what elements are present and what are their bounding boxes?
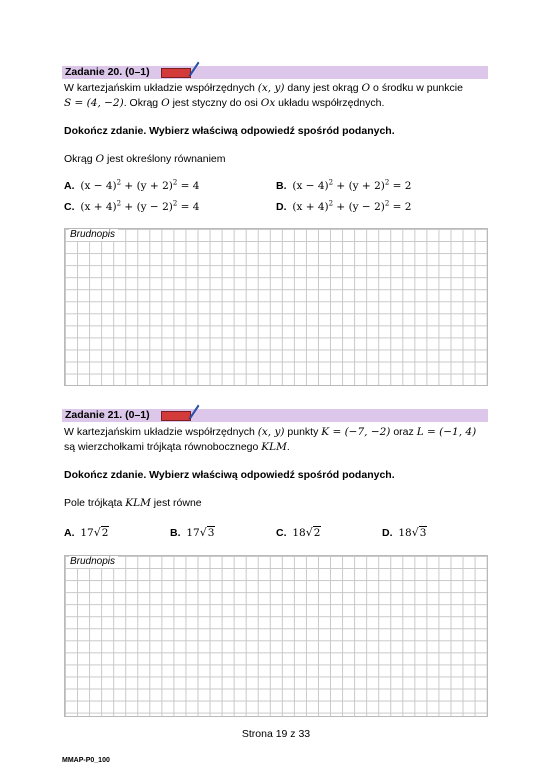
text: o środku w punkcie: [370, 82, 463, 94]
task21-answer-c[interactable]: C. 18√2: [276, 526, 321, 539]
math: Ox: [260, 97, 276, 109]
math: O: [361, 82, 371, 94]
task21-line2: [64, 440, 290, 455]
exp: 2: [116, 199, 122, 208]
exp: 2: [172, 199, 178, 208]
exp: 2: [384, 178, 390, 187]
task20-answer-c[interactable]: [64, 200, 199, 215]
text: Pole trójkąta: [64, 497, 126, 509]
math: K = (−7, −2): [321, 426, 391, 438]
scratch-label: Brudnopis: [69, 556, 118, 568]
text: W kartezjańskim układzie współrzędnych: [64, 426, 258, 438]
math: (x + 4): [292, 201, 329, 213]
coef: 18: [398, 527, 412, 539]
answer-label: A.: [64, 180, 75, 192]
text: jest równe: [150, 497, 202, 509]
radicand: 2: [101, 527, 109, 539]
radicand: 3: [207, 527, 215, 539]
math: + (y + 2): [121, 180, 173, 192]
math: = 2: [389, 201, 412, 213]
scratch-label: Brudnopis: [69, 229, 118, 241]
pen-icon: [188, 61, 200, 77]
exp: 2: [384, 199, 390, 208]
task20-answer-d[interactable]: [276, 200, 411, 215]
text: dany jest okrąg: [284, 82, 362, 94]
exp: 2: [328, 178, 334, 187]
math: KLM: [125, 497, 151, 509]
answer-label: C.: [64, 201, 75, 213]
text: oraz: [390, 426, 417, 438]
task20-line2: [64, 96, 384, 111]
math: (x − 4): [292, 180, 329, 192]
math: + (y − 2): [333, 201, 385, 213]
task21-answer-a[interactable]: A. 17√2: [64, 526, 109, 539]
scratch-grid-20[interactable]: [64, 228, 488, 386]
task21-header: [62, 409, 488, 422]
exam-code: MMAP-P0_100: [62, 757, 110, 764]
task21-prompt: [64, 496, 202, 511]
task20-instruction: Dokończ zdanie. Wybierz właściwą odpowiedź spośród podanych.: [64, 125, 395, 137]
score-badge-icon: [161, 411, 191, 421]
task20-answer-a[interactable]: [64, 179, 199, 194]
exp: 2: [328, 199, 334, 208]
math: L = (−1, 4): [416, 426, 477, 438]
exp: 2: [116, 178, 122, 187]
math: = 4: [177, 201, 200, 213]
answer-label: C.: [276, 527, 287, 539]
text: .: [286, 441, 290, 453]
math: O: [95, 153, 105, 165]
task20-prompt: [64, 152, 226, 167]
math: S = (4, −2): [64, 97, 124, 109]
text: układu współrzędnych.: [275, 97, 385, 109]
coef: 18: [292, 527, 306, 539]
text: są wierzchołkami trójkąta równobocznego: [64, 441, 262, 453]
math: O: [161, 97, 170, 109]
math: + (y + 2): [333, 180, 385, 192]
math: (x, y): [257, 82, 285, 94]
answer-label: B.: [170, 527, 181, 539]
text: jest styczny do osi: [169, 97, 261, 109]
text: Okrąg: [64, 153, 96, 165]
text: punkty: [284, 426, 322, 438]
task20-line1: [64, 81, 463, 96]
task21-answer-b[interactable]: B. 17√3: [170, 526, 215, 539]
math: = 2: [389, 180, 412, 192]
math: (x, y): [257, 426, 285, 438]
text: . Okrąg: [123, 97, 162, 109]
coef: 17: [186, 527, 200, 539]
coef: 17: [80, 527, 94, 539]
task21-line1: [64, 425, 476, 440]
text: W kartezjańskim układzie współrzędnych: [64, 82, 258, 94]
pen-icon: [188, 404, 200, 420]
radicand: 3: [419, 527, 427, 539]
task20-title: Zadanie 20. (0–1): [65, 66, 150, 78]
task21-instruction: Dokończ zdanie. Wybierz właściwą odpowiedź spośród podanych.: [64, 469, 395, 481]
answer-label: B.: [276, 180, 287, 192]
answer-label: D.: [382, 527, 393, 539]
exp: 2: [172, 178, 178, 187]
math: (x − 4): [80, 180, 117, 192]
math: + (y − 2): [121, 201, 173, 213]
page-number: Strona 19 z 33: [241, 728, 311, 740]
answer-label: D.: [276, 201, 287, 213]
scratch-grid-21[interactable]: [64, 555, 488, 717]
task20-header: [62, 66, 488, 79]
text: jest określony równaniem: [104, 153, 226, 165]
score-badge-icon: [161, 68, 191, 78]
math: = 4: [177, 180, 200, 192]
radicand: 2: [313, 527, 321, 539]
task21-title: Zadanie 21. (0–1): [65, 409, 150, 421]
math: KLM: [261, 441, 287, 453]
task21-answer-d[interactable]: D. 18√3: [382, 526, 427, 539]
answer-label: A.: [64, 527, 75, 539]
task20-answer-b[interactable]: [276, 179, 411, 194]
math: (x + 4): [80, 201, 117, 213]
